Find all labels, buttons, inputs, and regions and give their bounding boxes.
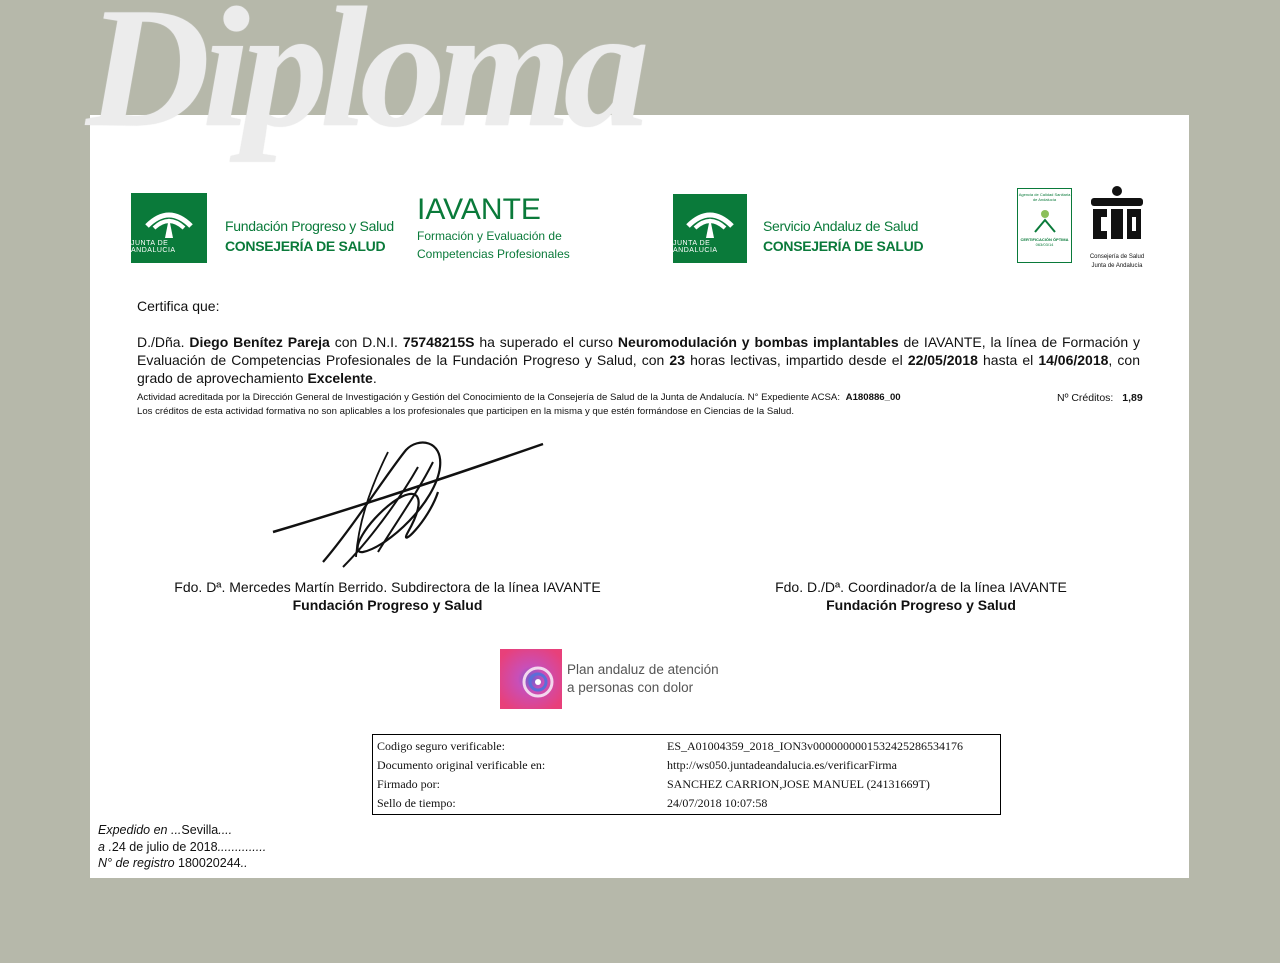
junta-label: JUNTA DE ANDALUCIA	[673, 240, 718, 254]
verif-value: 24/07/2018 10:07:58	[667, 796, 768, 810]
junta-label: JUNTA DE ANDALUCIA	[131, 240, 176, 254]
body-t7: .	[372, 370, 377, 386]
junta-emblem-icon	[684, 206, 736, 240]
registro-value: 180020244	[178, 856, 241, 870]
body-t3: de IAVANTE, la línea de Formación y Evaluación de Competencias Profesionales de la Fundación Progreso y Salud, con	[137, 334, 1140, 368]
verification-box	[372, 734, 1001, 815]
signature-right-line2: Fundación Progreso y Salud	[826, 597, 1016, 613]
verif-row	[377, 737, 997, 756]
verif-key: Codigo seguro verificable:	[377, 739, 505, 753]
body-t6: , con grado de aprovechamiento	[137, 352, 1140, 386]
body-prefix: D./Dña.	[137, 334, 185, 350]
verif-row	[377, 756, 997, 775]
expedido-fecha: a .24 de julio de 2018..............	[98, 840, 267, 854]
junta-logo-2	[673, 194, 747, 263]
cfc-logo	[1086, 185, 1148, 269]
creditos-value: 1,89	[1122, 392, 1143, 404]
fecha-label: a	[98, 840, 109, 854]
plan-line1: Plan andaluz de atención	[567, 662, 719, 677]
iavante-sub2: Competencias Profesionales	[417, 247, 570, 261]
certificate-body	[137, 333, 1140, 387]
certifica-heading: Certifica que:	[137, 298, 220, 314]
accreditation-text: Actividad acreditada por la Dirección General de Investigación y Gestión del Conocimiento de la Consejería de Salud de la Junta de Andalucía. N° Expediente ACSA:	[137, 392, 840, 403]
recipient-dni: 75748215S	[402, 334, 475, 350]
iavante-name: IAVANTE	[417, 193, 541, 226]
expedido-date: 24 de julio de 2018	[111, 840, 218, 854]
junta-logo-1	[131, 193, 207, 263]
verif-row	[377, 794, 997, 813]
verif-row	[377, 775, 997, 794]
accreditation-line2: Los créditos de esta actividad formativa no son aplicables a los profesionales que participen en la misma y que estén formándose en Ciencias de la Salud.	[137, 406, 795, 417]
fundacion-line2: CONSEJERÍA DE SALUD	[225, 238, 386, 254]
badge-top: Agencia de Calidad Sanitaria de Andalucía	[1018, 192, 1071, 202]
course-hours: 23	[669, 352, 685, 368]
expedido-en: Expedido en ...Sevilla....	[98, 823, 233, 837]
recipient-name: Diego Benítez Pareja	[189, 334, 330, 350]
junta-emblem-icon	[143, 206, 195, 240]
verif-value: SANCHEZ CARRION,JOSE MANUEL (24131669T)	[667, 777, 930, 791]
iavante-logo	[417, 195, 570, 261]
signature-left	[150, 578, 625, 614]
verif-value: ES_A01004359_2018_ION3v000000000153242528653417​6	[667, 739, 963, 753]
badge-code: 063/03/14	[1035, 242, 1054, 247]
acsa-certification-badge	[1017, 188, 1072, 263]
sas-line1: Servicio Andaluz de Salud	[763, 218, 919, 234]
body-t1: con D.N.I.	[329, 334, 403, 350]
handwritten-signature	[268, 432, 558, 577]
verif-url[interactable]: http://ws050.juntadeandalucia.es/verificarFirma	[667, 758, 897, 772]
body-t5: hasta el	[977, 352, 1039, 368]
course-grade: Excelente	[307, 370, 373, 386]
badge-bottom: CERTIFICACIÓN ÓPTIMA	[1020, 237, 1069, 242]
registro-label: N° de registro	[98, 856, 179, 870]
plan-dolor-logo-icon	[500, 649, 562, 709]
creditos	[1057, 391, 1143, 405]
course-end: 14/06/2018	[1038, 352, 1109, 368]
cfc-label2: Junta de Andalucía	[1091, 263, 1143, 269]
quality-star-icon	[1030, 206, 1060, 236]
course-name: Neuromodulación y bombas implantables	[617, 334, 899, 350]
signature-right-line1: Fdo. D./Dª. Coordinador/a de la línea IAVANTE	[775, 579, 1067, 595]
sas-line2: CONSEJERÍA DE SALUD	[763, 238, 924, 254]
plan-dolor-text	[567, 661, 719, 697]
verif-key: Documento original verificable en:	[377, 758, 546, 772]
expediente-number: A180886_00	[845, 392, 901, 403]
accreditation-line1	[137, 391, 901, 405]
diploma-title: Diploma	[86, 0, 642, 163]
verif-key: Firmado por:	[377, 777, 440, 791]
fundacion-line1: Fundación Progreso y Salud	[225, 218, 394, 234]
expedido-place: Sevilla	[181, 823, 219, 837]
cfc-emblem-icon	[1087, 185, 1147, 247]
plan-line2: a personas con dolor	[567, 680, 694, 695]
signature-left-line1: Fdo. Dª. Mercedes Martín Berrido. Subdirectora de la línea IAVANTE	[174, 579, 601, 595]
body-t4: horas lectivas, impartido desde el	[684, 352, 908, 368]
fundacion-logo-text	[225, 218, 394, 254]
signature-left-line2: Fundación Progreso y Salud	[292, 597, 483, 613]
sas-logo-text	[763, 218, 923, 254]
cfc-label1: Consejería de Salud	[1089, 254, 1145, 260]
expedido-label: Expedido en	[98, 823, 171, 837]
course-start: 22/05/2018	[907, 352, 978, 368]
verif-key: Sello de tiempo:	[377, 796, 456, 810]
creditos-label: Nº Créditos:	[1057, 392, 1114, 404]
iavante-sub1: Formación y Evaluación de	[417, 229, 562, 243]
numero-registro: N° de registro 180020244..	[98, 856, 248, 870]
body-t2: ha superado el curso	[474, 334, 618, 350]
signature-right	[740, 578, 1102, 614]
